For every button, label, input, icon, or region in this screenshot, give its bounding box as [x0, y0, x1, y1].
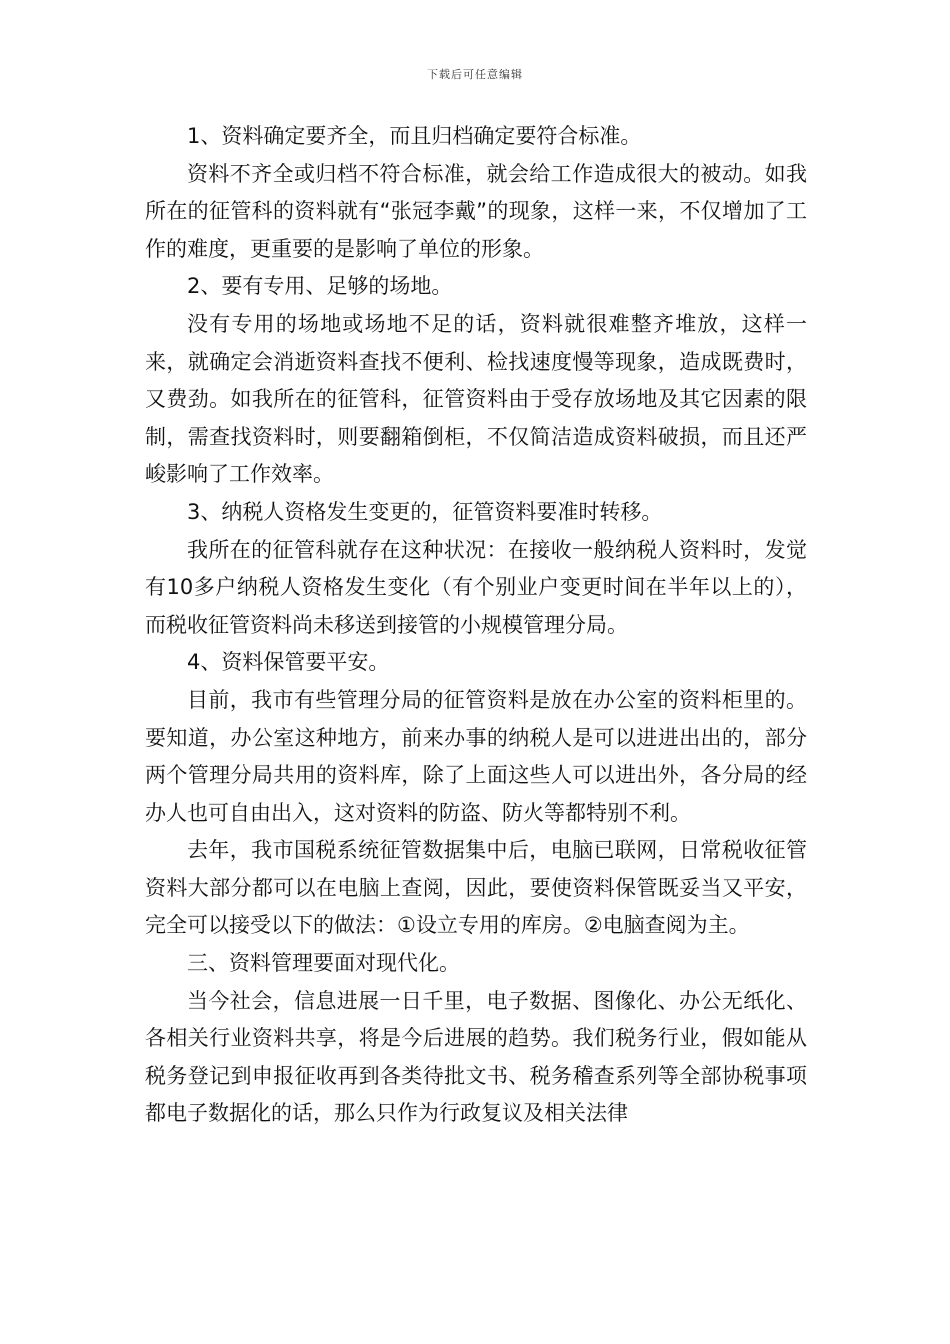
document-body [145, 118, 807, 1133]
paragraph: 资料不齐全或归档不符合标准，就会给工作造成很大的被动。如我所在的征管科的资料就有“张冠李戴”的现象，这样一来，不仅增加了工作的难度，更重要的是影响了单位的形象。 [145, 161, 807, 261]
paragraph: 当今社会，信息进展一日千里，电子数据、图像化、办公无纸化、各相关行业资料共享，将是今后进展的趋势。我们税务行业，假如能从税务登记到申报征收再到各类待批文书、税务稽查系列等全部协税事项都电子数据化的话，那么只作为行政复议及相关法律 [145, 988, 807, 1126]
paragraph: 我所在的征管科就存在这种状况：在接收一般纳税人资料时，发觉有10多户纳税人资格发生变化（有个别业户变更时间在半年以上的），而税收征管资料尚未移送到接管的小规模管理分局。 [145, 537, 807, 637]
page-header: 下载后可任意编辑 [427, 68, 523, 81]
paragraph: 去年，我市国税系统征管数据集中后，电脑已联网，日常税收征管资料大部分都可以在电脑上查阅，因此，要使资料保管既妥当又平安，完全可以接受以下的做法：①设立专用的库房。②电脑查阅为主。 [145, 838, 807, 938]
paragraph-heading-4: 4、资料保管要平安。 [187, 650, 390, 675]
paragraph: 没有专用的场地或场地不足的话，资料就很难整齐堆放，这样一来，就确定会消逝资料查找不便利、检找速度慢等现象，造成既费时，又费劲。如我所在的征管科，征管资料由于受存放场地及其它因素的限制，需查找资料时，则要翻箱倒柜，不仅简洁造成资料破损，而且还严峻影响了工作效率。 [145, 311, 807, 487]
paragraph-heading-2: 2、要有专用、足够的场地。 [187, 274, 453, 299]
section-heading: 三、资料管理要面对现代化。 [187, 951, 460, 976]
paragraph: 目前，我市有些管理分局的征管资料是放在办公室的资料柜里的。要知道，办公室这种地方，前来办事的纳税人是可以进进出出的，部分两个管理分局共用的资料库，除了上面这些人可以进出外，各分局的经办人也可自由出入，这对资料的防盗、防火等都特别不利。 [145, 687, 807, 825]
paragraph-heading-3: 3、纳税人资格发生变更的，征管资料要准时转移。 [187, 499, 663, 524]
paragraph-heading-1: 1、资料确定要齐全，而且归档确定要符合标准。 [187, 124, 642, 148]
